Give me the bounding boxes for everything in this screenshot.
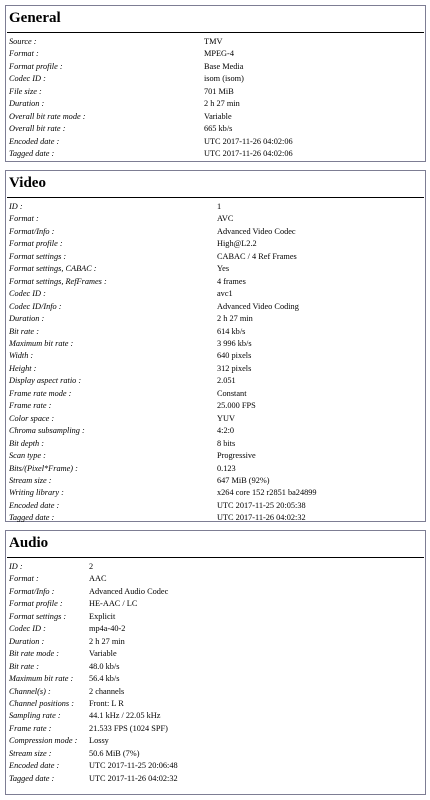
field-label: Channel(s) : (9, 686, 51, 696)
field-label: Format settings, RefFrames : (9, 276, 107, 286)
field-value: 4 frames (217, 276, 246, 286)
video-row (6, 388, 425, 400)
video-row (6, 263, 425, 275)
field-label: ID : (9, 562, 23, 571)
audio-row (6, 561, 425, 573)
field-value: Base Media (204, 61, 244, 71)
field-label: File size : (9, 86, 42, 96)
audio-row (6, 586, 425, 598)
field-label: Codec ID : (9, 624, 46, 634)
field-label: Format settings : (9, 611, 67, 621)
field-label: Bits/(Pixel*Frame) : (9, 463, 78, 473)
field-value: UTC 2017-11-26 04:02:32 (89, 773, 178, 783)
field-value: CABAC / 4 Ref Frames (217, 251, 297, 261)
field-value: 640 pixels (217, 351, 252, 361)
field-label: Channel positions : (9, 698, 74, 708)
field-label: Scan type : (9, 451, 46, 461)
field-label: Width : (9, 351, 34, 361)
field-value: 0.123 (217, 463, 236, 473)
audio-table (6, 561, 425, 785)
field-label: Maximum bit rate : (9, 338, 74, 348)
field-label: Tagged date : (9, 513, 55, 523)
field-label: Bit rate : (9, 661, 39, 671)
video-row (6, 301, 425, 313)
video-row (6, 363, 425, 375)
field-value: 2 (89, 562, 94, 571)
field-label: Format profile : (9, 599, 63, 609)
field-label: Format/Info : (9, 226, 55, 236)
audio-row (6, 661, 425, 673)
field-value: 614 kb/s (217, 326, 246, 336)
field-value: UTC 2017-11-25 20:05:38 (217, 500, 306, 510)
field-value: High@L2.2 (217, 239, 257, 249)
audio-row (6, 611, 425, 623)
video-row (6, 238, 425, 250)
field-label: Duration : (9, 314, 45, 324)
video-row (6, 326, 425, 338)
video-row (6, 251, 425, 263)
general-table (6, 36, 425, 161)
field-label: Chroma subsampling : (9, 426, 85, 436)
field-label: Stream size : (9, 748, 52, 758)
field-label: Compression mode : (9, 736, 78, 746)
field-value: 2 h 27 min (89, 636, 125, 646)
general-row (6, 123, 425, 135)
video-row (6, 338, 425, 350)
field-value: YUV (217, 413, 235, 423)
video-row (6, 475, 425, 487)
general-row (6, 86, 425, 98)
field-value: avc1 (217, 289, 233, 299)
audio-row (6, 648, 425, 660)
field-value: AVC (217, 214, 234, 224)
field-value: Advanced Video Coding (217, 301, 299, 311)
audio-row (6, 760, 425, 772)
general-section (5, 5, 426, 162)
field-value: 56.4 kb/s (89, 674, 120, 684)
general-row (6, 148, 425, 160)
field-value: UTC 2017-11-26 04:02:06 (204, 149, 293, 159)
field-value: 312 pixels (217, 363, 252, 373)
audio-row (6, 673, 425, 685)
video-table (6, 201, 425, 525)
field-label: Writing library : (9, 488, 64, 498)
field-label: Encoded date : (9, 500, 60, 510)
field-label: Format settings : (9, 251, 67, 261)
audio-row (6, 748, 425, 760)
audio-row (6, 623, 425, 635)
field-label: Color space : (9, 413, 55, 423)
general-row (6, 48, 425, 60)
field-label: Overall bit rate : (9, 124, 66, 134)
field-value: 25.000 FPS (217, 401, 256, 411)
field-value: Progressive (217, 451, 256, 461)
field-value: 44.1 kHz / 22.05 kHz (89, 711, 161, 721)
field-label: Bit depth : (9, 438, 45, 448)
video-row (6, 450, 425, 462)
field-value: UTC 2017-11-25 20:06:48 (89, 761, 178, 771)
audio-row (6, 573, 425, 585)
field-label: ID : (9, 202, 23, 211)
field-label: Codec ID : (9, 289, 46, 299)
audio-divider (7, 557, 424, 558)
video-row (6, 350, 425, 362)
video-row (6, 438, 425, 450)
field-label: Encoded date : (9, 136, 60, 146)
field-value: 2 channels (89, 686, 125, 696)
field-label: Encoded date : (9, 761, 60, 771)
video-row (6, 213, 425, 225)
field-label: Format : (9, 574, 39, 584)
video-row (6, 463, 425, 475)
video-row (6, 487, 425, 499)
field-value: Variable (204, 111, 232, 121)
audio-row (6, 636, 425, 648)
field-value: isom (isom) (204, 74, 244, 84)
video-row (6, 425, 425, 437)
video-row (6, 276, 425, 288)
general-heading: General (9, 10, 61, 26)
field-value: 3 996 kb/s (217, 338, 252, 348)
video-row (6, 400, 425, 412)
video-row (6, 288, 425, 300)
general-row (6, 111, 425, 123)
field-value: UTC 2017-11-26 04:02:06 (204, 136, 293, 146)
field-value: 1 (217, 202, 222, 211)
field-label: Codec ID/Info : (9, 301, 62, 311)
field-label: Duration : (9, 99, 45, 109)
field-label: Frame rate mode : (9, 388, 72, 398)
field-value: 48.0 kb/s (89, 661, 120, 671)
field-value: 21.533 FPS (1024 SPF) (89, 723, 168, 733)
field-label: Maximum bit rate : (9, 674, 74, 684)
audio-heading: Audio (9, 535, 49, 551)
video-heading: Video (9, 175, 46, 191)
video-row (6, 313, 425, 325)
general-row (6, 36, 425, 48)
field-value: x264 core 152 r2851 ba24899 (217, 488, 317, 498)
field-value: Variable (89, 649, 117, 659)
field-label: Source : (9, 37, 37, 46)
field-value: Advanced Audio Codec (89, 586, 169, 596)
field-label: Format/Info : (9, 586, 55, 596)
field-label: Bit rate mode : (9, 649, 60, 659)
field-value: Explicit (89, 611, 116, 621)
field-value: 4:2:0 (217, 426, 235, 436)
field-label: Height : (9, 363, 37, 373)
video-section (5, 170, 426, 522)
audio-row (6, 710, 425, 722)
video-row (6, 201, 425, 213)
field-label: Format : (9, 214, 39, 224)
field-value: 8 bits (217, 438, 236, 448)
field-value: 701 MiB (204, 86, 234, 96)
field-value: 2.051 (217, 376, 236, 386)
field-value: 647 MiB (92%) (217, 475, 270, 485)
video-row (6, 375, 425, 387)
field-label: Format settings, CABAC : (9, 264, 97, 274)
field-value: TMV (204, 37, 223, 46)
field-label: Duration : (9, 636, 45, 646)
audio-section (5, 530, 426, 795)
video-row (6, 500, 425, 512)
audio-row (6, 773, 425, 785)
video-row (6, 413, 425, 425)
video-row (6, 226, 425, 238)
audio-row (6, 735, 425, 747)
field-label: Display aspect ratio : (9, 376, 82, 386)
field-value: 50.6 MiB (7%) (89, 748, 140, 758)
field-value: Advanced Video Codec (217, 226, 296, 236)
field-label: Frame rate : (9, 723, 52, 733)
field-value: mp4a-40-2 (89, 624, 126, 634)
field-label: Tagged date : (9, 149, 55, 159)
video-row (6, 512, 425, 524)
field-label: Sampling rate : (9, 711, 61, 721)
field-label: Format : (9, 49, 39, 59)
field-value: Lossy (89, 736, 109, 746)
audio-row (6, 598, 425, 610)
field-label: Codec ID : (9, 74, 46, 84)
field-label: Frame rate : (9, 401, 52, 411)
field-label: Bit rate : (9, 326, 39, 336)
field-value: 2 h 27 min (217, 314, 253, 324)
field-label: Format profile : (9, 61, 63, 71)
general-row (6, 98, 425, 110)
general-row (6, 136, 425, 148)
field-value: MPEG-4 (204, 49, 234, 59)
field-value: Yes (217, 264, 230, 274)
general-row (6, 61, 425, 73)
field-value: HE-AAC / LC (89, 599, 138, 609)
video-divider (7, 197, 424, 198)
field-label: Overall bit rate mode : (9, 111, 86, 121)
audio-row (6, 686, 425, 698)
field-value: 2 h 27 min (204, 99, 240, 109)
field-label: Format profile : (9, 239, 63, 249)
audio-row (6, 698, 425, 710)
audio-row (6, 723, 425, 735)
field-value: Front: L R (89, 698, 124, 708)
field-value: 665 kb/s (204, 124, 233, 134)
general-row (6, 73, 425, 85)
field-value: UTC 2017-11-26 04:02:32 (217, 513, 306, 523)
field-value: AAC (89, 574, 107, 584)
field-label: Tagged date : (9, 773, 55, 783)
general-divider (7, 32, 424, 33)
field-value: Constant (217, 388, 247, 398)
field-label: Stream size : (9, 475, 52, 485)
